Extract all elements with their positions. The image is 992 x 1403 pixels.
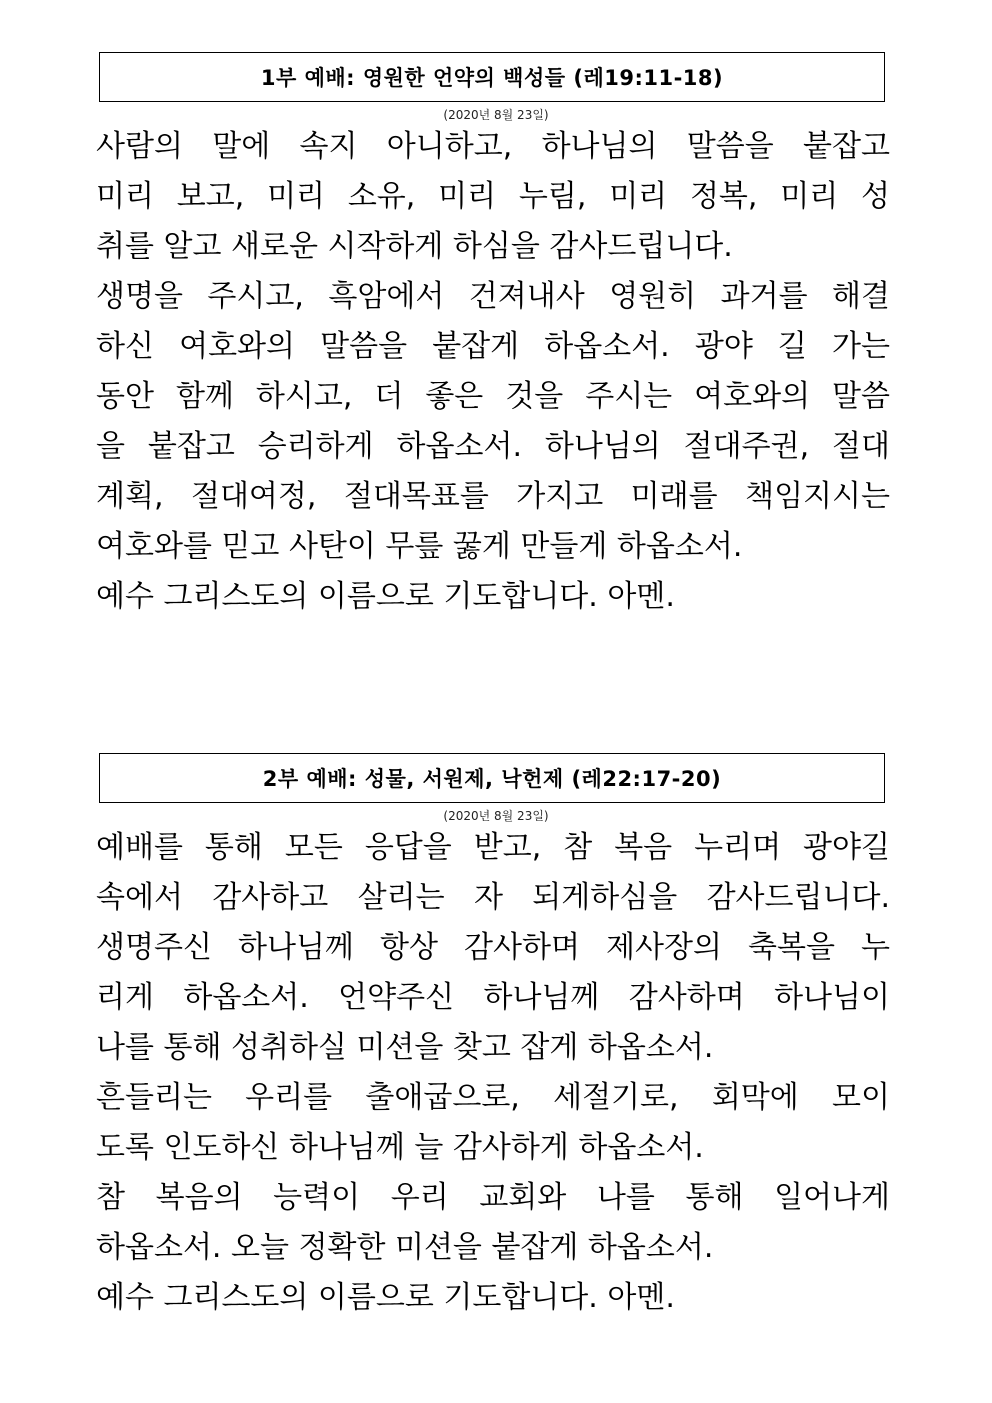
prayer-line: 속에서 감사하고 살리는 자 되게하심을 감사드립니다.: [96, 880, 890, 915]
prayer-line: 사람의 말에 속지 아니하고, 하나님의 말씀을 붙잡고: [96, 129, 890, 164]
section-1-prayer: [96, 122, 890, 622]
prayer-line: 예수 그리스도의 이름으로 기도합니다. 아멘.: [96, 579, 675, 614]
prayer-line: 나를 통해 성취하실 미션을 찾고 잡게 하옵소서.: [96, 1030, 714, 1065]
prayer-line: 예배를 통해 모든 응답을 받고, 참 복음 누리며 광야길: [96, 830, 890, 865]
prayer-line: 을 붙잡고 승리하게 하옵소서. 하나님의 절대주권, 절대: [96, 429, 890, 464]
prayer-line: 하신 여호와의 말씀을 붙잡게 하옵소서. 광야 길 가는: [96, 329, 890, 364]
prayer-line: 미리 보고, 미리 소유, 미리 누림, 미리 정복, 미리 성: [96, 179, 890, 214]
prayer-line: 생명을 주시고, 흑암에서 건져내사 영원히 과거를 해결: [96, 279, 890, 314]
prayer-line: 리게 하옵소서. 언약주신 하나님께 감사하며 하나님이: [96, 980, 890, 1015]
prayer-line: 생명주신 하나님께 항상 감사하며 제사장의 축복을 누: [96, 930, 890, 965]
prayer-line: 취를 알고 새로운 시작하게 하심을 감사드립니다.: [96, 229, 733, 264]
prayer-line: 동안 함께 하시고, 더 좋은 것을 주시는 여호와의 말씀: [96, 379, 890, 414]
prayer-line: 도록 인도하신 하나님께 늘 감사하게 하옵소서.: [96, 1130, 704, 1165]
section-1-title: 1부 예배: 영원한 언약의 백성들 (레19:11-18): [99, 52, 885, 102]
prayer-line: 참 복음의 능력이 우리 교회와 나를 통해 일어나게: [96, 1180, 890, 1215]
section-2-title: 2부 예배: 성물, 서원제, 낙헌제 (레22:17-20): [99, 753, 885, 803]
prayer-line: 계획, 절대여정, 절대목표를 가지고 미래를 책임지시는: [96, 479, 890, 514]
section-1-date: (2020년 8월 23일): [443, 108, 549, 122]
prayer-line: 흔들리는 우리를 출애굽으로, 세절기로, 회막에 모이: [96, 1080, 890, 1115]
prayer-line: 예수 그리스도의 이름으로 기도합니다. 아멘.: [96, 1280, 675, 1315]
section-2-date: (2020년 8월 23일): [443, 809, 549, 823]
section-2-prayer: [96, 823, 890, 1323]
prayer-line: 하옵소서. 오늘 정확한 미션을 붙잡게 하옵소서.: [96, 1230, 714, 1265]
prayer-line: 여호와를 믿고 사탄이 무릎 꿇게 만들게 하옵소서.: [96, 529, 743, 564]
